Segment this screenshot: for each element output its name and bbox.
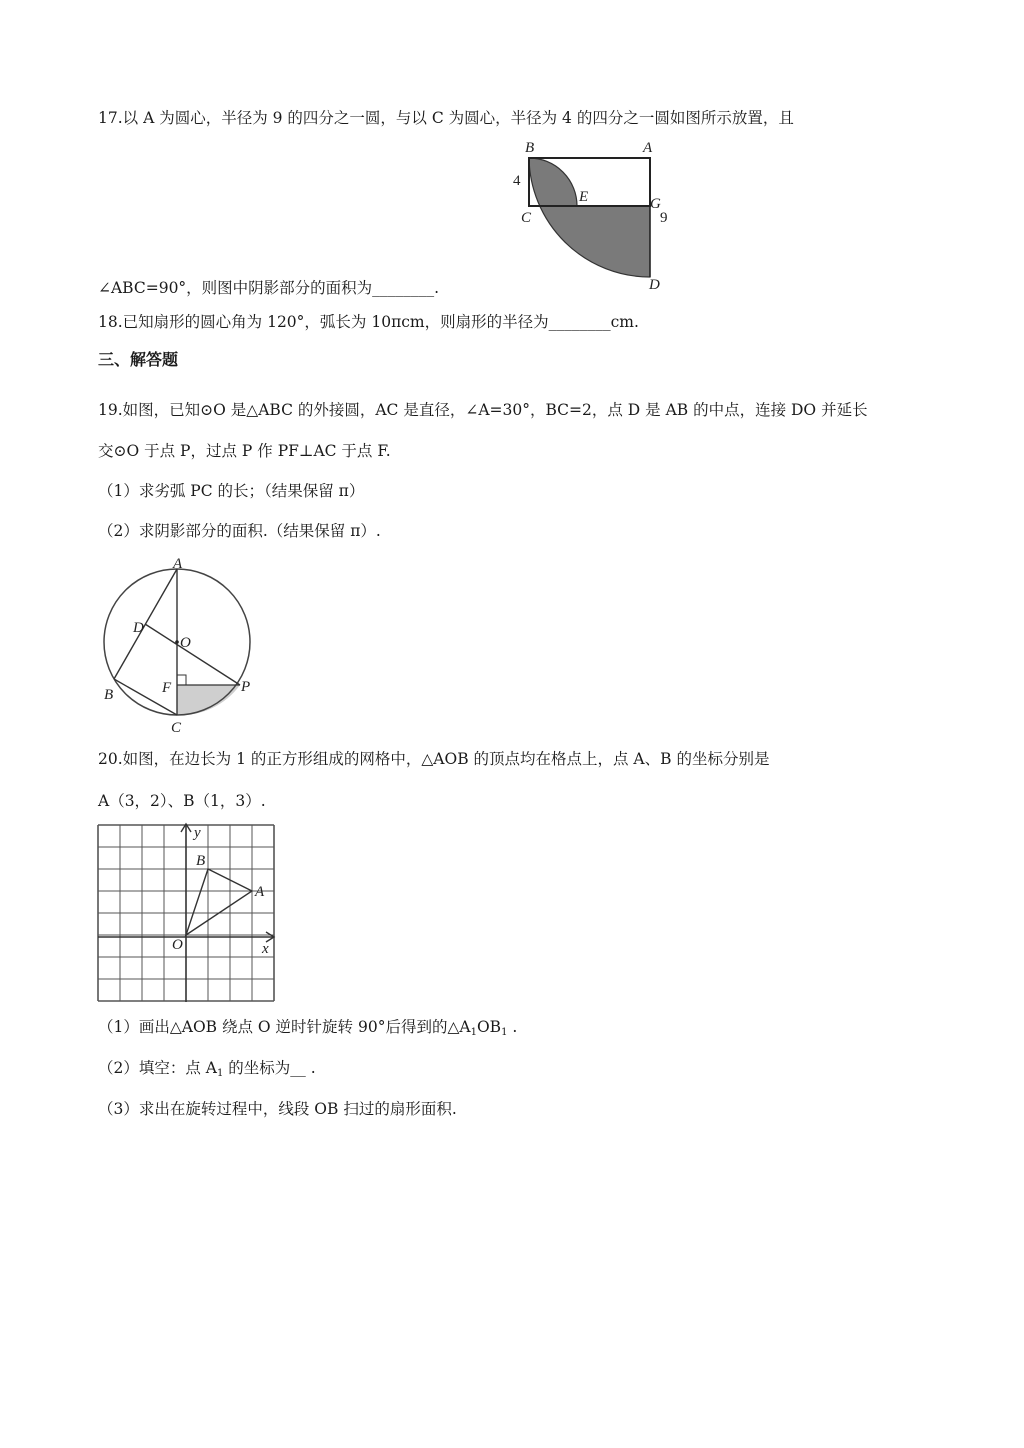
- q20-text-line1: 20.如图，在边长为 1 的正方形组成的网格中，△AOB 的顶点均在格点上，点 A、B 的坐标分别是: [98, 750, 770, 768]
- q20-coordinate-grid: [96, 822, 286, 1007]
- q19-label-o: O: [180, 635, 191, 651]
- q19-text-line2: 交⊙O 于点 P，过点 P 作 PF⊥AC 于点 F.: [98, 442, 391, 460]
- q17-text-line1: 17.以 A 为圆心，半径为 9 的四分之一圆，与以 C 为圆心，半径为 4 的四分之一圆如图所示放置，且: [98, 109, 794, 127]
- q19-part2: （2）求阴影部分的面积.（结果保留 π）.: [98, 522, 381, 540]
- q17-label-radius-4: 4: [513, 173, 521, 189]
- q19-label-d: D: [133, 620, 144, 636]
- q19-label-a: A: [173, 556, 183, 572]
- q19-label-p: P: [241, 679, 251, 695]
- q20-label-o: O: [172, 937, 183, 953]
- q17-shaded-region: [529, 158, 650, 277]
- q18-text: 18.已知扇形的圆心角为 120°，弧长为 10πcm，则扇形的半径为________cm.: [98, 313, 639, 331]
- q20-part3: （3）求出在旋转过程中，线段 OB 扫过的扇形面积.: [98, 1100, 457, 1118]
- q17-label-b: B: [525, 140, 535, 156]
- q19-text-line1: 19.如图，已知⊙O 是△ABC 的外接圆，AC 是直径，∠A=30°，BC=2，点 D 是 AB 的中点，连接 DO 并延长: [98, 401, 868, 419]
- q19-shaded-region: [177, 685, 240, 715]
- q17-label-radius-9: 9: [660, 210, 668, 226]
- q19-label-f: F: [162, 680, 172, 696]
- q19-label-b: B: [104, 687, 114, 703]
- q17-label-c: C: [521, 210, 532, 226]
- q17-text-line2: ∠ABC=90°，则图中阴影部分的面积为________.: [98, 279, 440, 297]
- section-title: 三、解答题: [98, 350, 179, 369]
- q20-text-line2: A（3，2）、B（1，3）.: [98, 792, 266, 810]
- q19-segment-dp: [145, 624, 240, 685]
- q20-label-x: x: [262, 941, 269, 957]
- q19-part1: （1）求劣弧 PC 的长；（结果保留 π）: [98, 482, 365, 500]
- q19-center-dot: [175, 640, 179, 644]
- q17-figure: [505, 135, 690, 295]
- q20-part1: （1）画出△AOB 绕点 O 逆时针旋转 90°后得到的$\triangle A_1OB_1$ .: [98, 1018, 518, 1038]
- q17-label-e: E: [579, 189, 589, 205]
- q17-label-g: G: [650, 196, 661, 212]
- q20-label-b: B: [196, 853, 206, 869]
- q19-figure: [95, 555, 270, 740]
- q17-label-a: A: [643, 140, 653, 156]
- q20-part2: （2）填空：点 $A_1$ 的坐标为__ .: [98, 1059, 316, 1079]
- q20-label-y: y: [194, 825, 201, 841]
- q17-label-d: D: [649, 277, 660, 293]
- q20-label-a: A: [255, 884, 265, 900]
- q19-label-c: C: [171, 720, 182, 736]
- q20-triangle-aob: [186, 869, 252, 935]
- q19-right-angle-mark: [177, 675, 186, 685]
